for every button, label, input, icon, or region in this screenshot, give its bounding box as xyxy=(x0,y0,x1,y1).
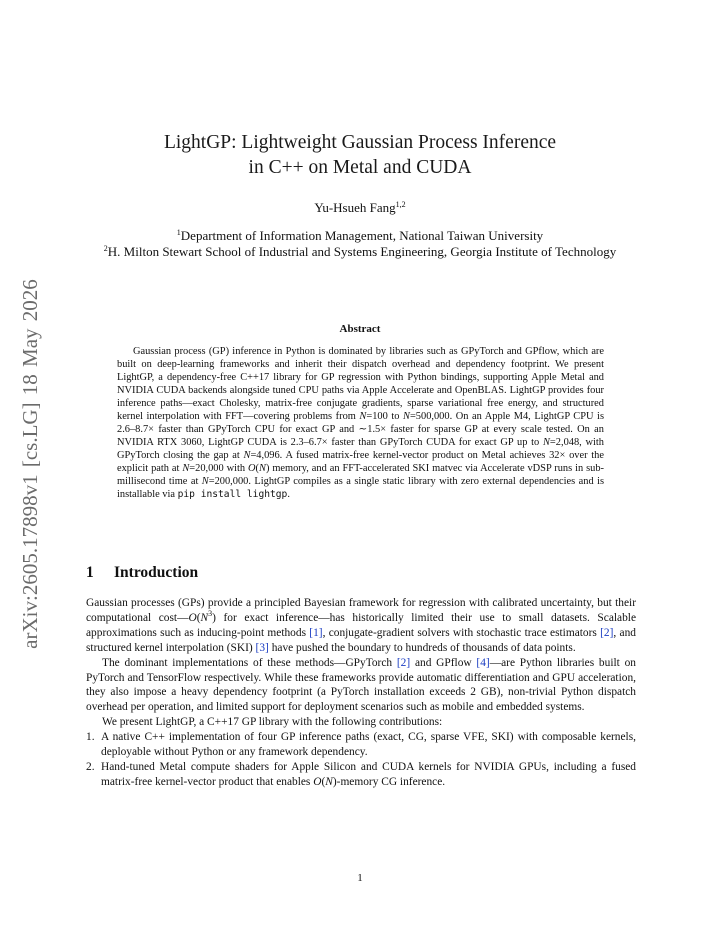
section-heading xyxy=(86,564,198,582)
contributions-list xyxy=(86,730,636,790)
abstract-heading: Abstract xyxy=(339,323,381,335)
citation-link[interactable]: [1] xyxy=(309,626,323,639)
author xyxy=(0,200,720,216)
citation-link[interactable]: [2] xyxy=(396,656,411,669)
paragraph-3: We present LightGP, a C++17 GP library with the following contributions: xyxy=(102,716,443,729)
introduction-body xyxy=(86,596,636,790)
section-number: 1 xyxy=(86,564,94,581)
author-name: Yu-Hsueh Fang xyxy=(314,200,396,215)
list-item: 2. Hand-tuned Metal compute shaders for Apple Silicon and CUDA kernels for NVIDIA GPUs, including a fused matrix-free kernel-vector product that enables O(N)-memory CG inference. xyxy=(86,760,636,788)
citation-link[interactable]: [3] xyxy=(255,641,269,654)
paragraph-1: Gaussian processes (GPs) provide a principled Bayesian framework for regression with calibrated uncertainty, but their computational $\cos t—O(N^3)$ for exact inference—has historically limited their use to small datasets. Scalable approximations such as inducing-point methods [1], conjugate-gradient solvers with stochastic trace estimators [2], and structured kernel interpolation (SKI) [3] have pushed the boundary to hundreds of thousands of data points. xyxy=(86,597,637,654)
list-item: 1. A native C++ implementation of four GP inference paths (exact, CG, sparse VFE, SKI) with composable kernels, deployable without Python or any framework dependency. xyxy=(86,731,636,759)
page-number: 1 xyxy=(357,872,363,884)
arxiv-identifier: arXiv:2605.17898v1 [cs.LG] 18 May 2026 xyxy=(18,279,42,649)
affiliation-2: $^2$H. Milton Stewart School of Industrial and Systems Engineering, Georgia Institute of Technology xyxy=(103,244,617,259)
paragraph-2: The dominant implementations of these methods—GPyTorch [2] and GPflow [4]—are Python libraries built on PyTorch and TensorFlow respectively. While these frameworks provide automatic differentiation and GPU acceleration, they also impose a heavy dependency footprint (a PyTorch installation exceeds 2 GB), non-trivial Python dispatch overhead per operation, and limited support for deployment scenarios such as mobile and embedded systems. xyxy=(86,656,636,714)
author-affiliation-marks: 1,2 xyxy=(395,200,406,209)
affiliations xyxy=(80,228,640,260)
affiliation-1: $^1$Department of Information Management, National Taiwan University xyxy=(176,228,544,243)
paper-title xyxy=(0,130,720,180)
citation-link[interactable]: [2] xyxy=(600,626,614,639)
title-line-2: in C++ on Metal and CUDA xyxy=(248,157,472,178)
title-line-1: LightGP: Lightweight Gaussian Process Inference xyxy=(163,132,557,153)
install-command: pip install lightgp xyxy=(177,489,288,500)
citation-link[interactable]: [4] xyxy=(476,656,490,669)
abstract-text: Gaussian process (GP) inference in Python is dominated by libraries such as GPyTorch and GPflow, which are built on deep-learning frameworks and inherit their dispatch overhead and dependency footprint. We present LightGP, a dependency-free C++17 library for GP regression with Python bindings, supporting Apple Metal and NVIDIA CUDA backends alongside tuned CPU paths via Apple Accelerate and OpenBLAS. LightGP provides four inference paths—exact Cholesky, matrix-free conjugate gradients, sparse variational free energy, and structured kernel interpolation with FFT—covering problems from N=100 to N=500,000. On an Apple M4, LightGP CPU is 2.6–8.7× faster than GPyTorch CPU for exact GP and ∼1.5× faster for sparse GP at every scale tested. On an NVIDIA RTX 3060, LightGP CUDA is 2.3–6.7× faster than GPyTorch CUDA for exact GP up to N=2,048, with GPyTorch closing the gap at N=4,096. A fused matrix-free kernel-vector product on Metal achieves 32× over the explicit path at N=20,000 with O(N) memory, and an FFT-accelerated SKI matvec via Accelerate vDSP runs in sub-millisecond time at N=200,000. LightGP compiles as a single static library with zero external dependencies and is installable via pip install lightgp. xyxy=(117,346,605,500)
section-title: Introduction xyxy=(114,564,199,581)
